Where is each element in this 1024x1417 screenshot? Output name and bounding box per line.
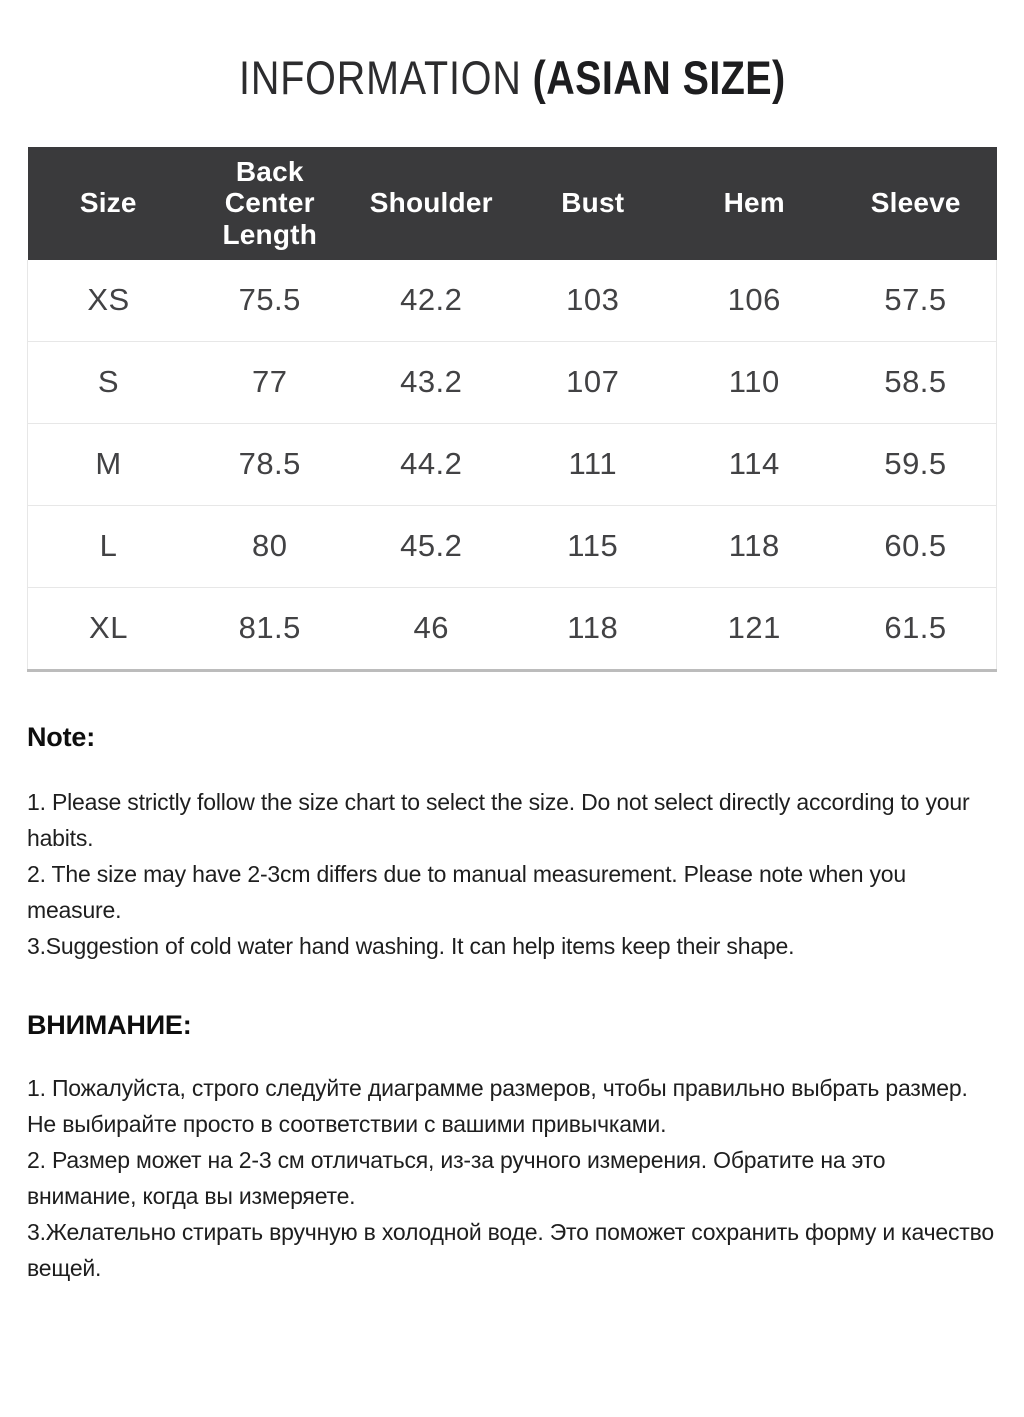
measurement-cell: 42.2 <box>351 260 513 342</box>
title-information: INFORMATION <box>238 51 522 104</box>
size-row-xl <box>28 587 997 670</box>
measurement-cell: 78.5 <box>189 423 351 505</box>
col-header-size: Size <box>28 147 190 260</box>
measurement-cell: 43.2 <box>351 341 513 423</box>
measurement-cell: 114 <box>674 423 836 505</box>
note-list-russian <box>27 1070 997 1286</box>
size-label-cell: XL <box>28 587 190 670</box>
size-label-cell: S <box>28 341 190 423</box>
measurement-cell: 59.5 <box>835 423 997 505</box>
measurement-cell: 111 <box>512 423 674 505</box>
col-header-hem: Hem <box>674 147 836 260</box>
note-item-2: 2. The size may have 2-3cm differs due to manual measurement. Please note when you measure. <box>27 860 906 923</box>
measurement-cell: 80 <box>189 505 351 587</box>
col-header-back-center-length: Back Center Length <box>189 147 351 260</box>
measurement-cell: 77 <box>189 341 351 423</box>
size-table-head <box>28 147 997 260</box>
note-item-1: 1. Please strictly follow the size chart to select the size. Do not select directly according to your habits. <box>27 788 970 851</box>
measurement-cell: 45.2 <box>351 505 513 587</box>
measurement-cell: 115 <box>512 505 674 587</box>
note-section-russian <box>27 1010 997 1286</box>
size-chart-table <box>27 147 997 672</box>
note-section-english <box>27 722 997 964</box>
size-row-s <box>28 341 997 423</box>
measurement-cell: 60.5 <box>835 505 997 587</box>
size-table-header-row <box>28 147 997 260</box>
size-info-page <box>0 52 1024 1417</box>
size-label-cell: XS <box>28 260 190 342</box>
size-label-cell: L <box>28 505 190 587</box>
measurement-cell: 118 <box>674 505 836 587</box>
page-title-text <box>239 52 786 105</box>
note-heading-english: Note: <box>27 721 95 752</box>
measurement-cell: 61.5 <box>835 587 997 670</box>
measurement-cell: 75.5 <box>189 260 351 342</box>
measurement-cell: 121 <box>674 587 836 670</box>
size-row-l <box>28 505 997 587</box>
measurement-cell: 81.5 <box>189 587 351 670</box>
measurement-cell: 103 <box>512 260 674 342</box>
measurement-cell: 107 <box>512 341 674 423</box>
measurement-cell: 44.2 <box>351 423 513 505</box>
title-asian-size: (ASIAN SIZE) <box>532 51 786 104</box>
size-row-m <box>28 423 997 505</box>
note-item-ru-2: 2. Размер может на 2-3 см отличаться, из-за ручного измерения. Обратите на это внимание, когда вы измеряете. <box>27 1146 886 1209</box>
measurement-cell: 110 <box>674 341 836 423</box>
note-item-ru-3: 3.Желательно стирать вручную в холодной воде. Это поможет сохранить форму и качество вещей. <box>27 1218 994 1281</box>
size-label-cell: M <box>28 423 190 505</box>
size-table-body <box>28 260 997 671</box>
measurement-cell: 46 <box>351 587 513 670</box>
measurement-cell: 118 <box>512 587 674 670</box>
size-row-xs <box>28 260 997 342</box>
note-item-ru-1: 1. Пожалуйста, строго следуйте диаграмме размеров, чтобы правильно выбрать размер. Не выбирайте просто в соответствии с вашими привычками. <box>27 1074 968 1137</box>
measurement-cell: 58.5 <box>835 341 997 423</box>
col-header-bust: Bust <box>512 147 674 260</box>
col-header-sleeve: Sleeve <box>835 147 997 260</box>
col-header-shoulder: Shoulder <box>351 147 513 260</box>
page-title <box>0 52 1024 105</box>
measurement-cell: 57.5 <box>835 260 997 342</box>
note-heading-russian: ВНИМАНИЕ: <box>27 1009 192 1040</box>
measurement-cell: 106 <box>674 260 836 342</box>
note-list-english <box>27 784 997 964</box>
note-item-3: 3.Suggestion of cold water hand washing. It can help items keep their shape. <box>27 932 795 959</box>
